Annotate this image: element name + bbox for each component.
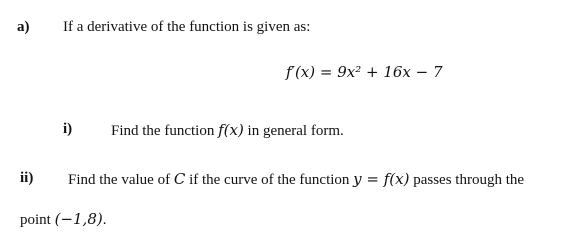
part-ii-cont-pre: point bbox=[20, 212, 55, 228]
part-i-label: i) bbox=[63, 121, 73, 137]
part-i-text-pre: Find the function bbox=[111, 123, 219, 139]
part-ii-cont-post: . bbox=[102, 212, 107, 228]
part-ii-text-3: passes through the bbox=[409, 172, 525, 188]
part-a-label: a) bbox=[17, 19, 30, 35]
part-i-math: f(x) bbox=[218, 121, 244, 139]
part-i-text-post: in general form. bbox=[243, 123, 344, 139]
part-i-question bbox=[111, 121, 344, 140]
part-ii-text-2: if the curve of the function bbox=[185, 172, 354, 188]
part-ii-math-eq: y = f(x) bbox=[353, 170, 410, 188]
part-ii-math-c: C bbox=[173, 170, 186, 188]
part-a-intro: If a derivative of the function is given as: bbox=[63, 19, 311, 35]
part-ii-continuation bbox=[20, 210, 106, 229]
part-ii-question bbox=[68, 170, 524, 189]
part-ii-label: ii) bbox=[20, 170, 34, 186]
part-ii-text-1: Find the value of bbox=[68, 172, 174, 188]
derivative-formula: f′(x) = 9x² + 16x − 7 bbox=[286, 63, 443, 81]
part-ii-cont-math: (−1,8) bbox=[54, 210, 103, 228]
